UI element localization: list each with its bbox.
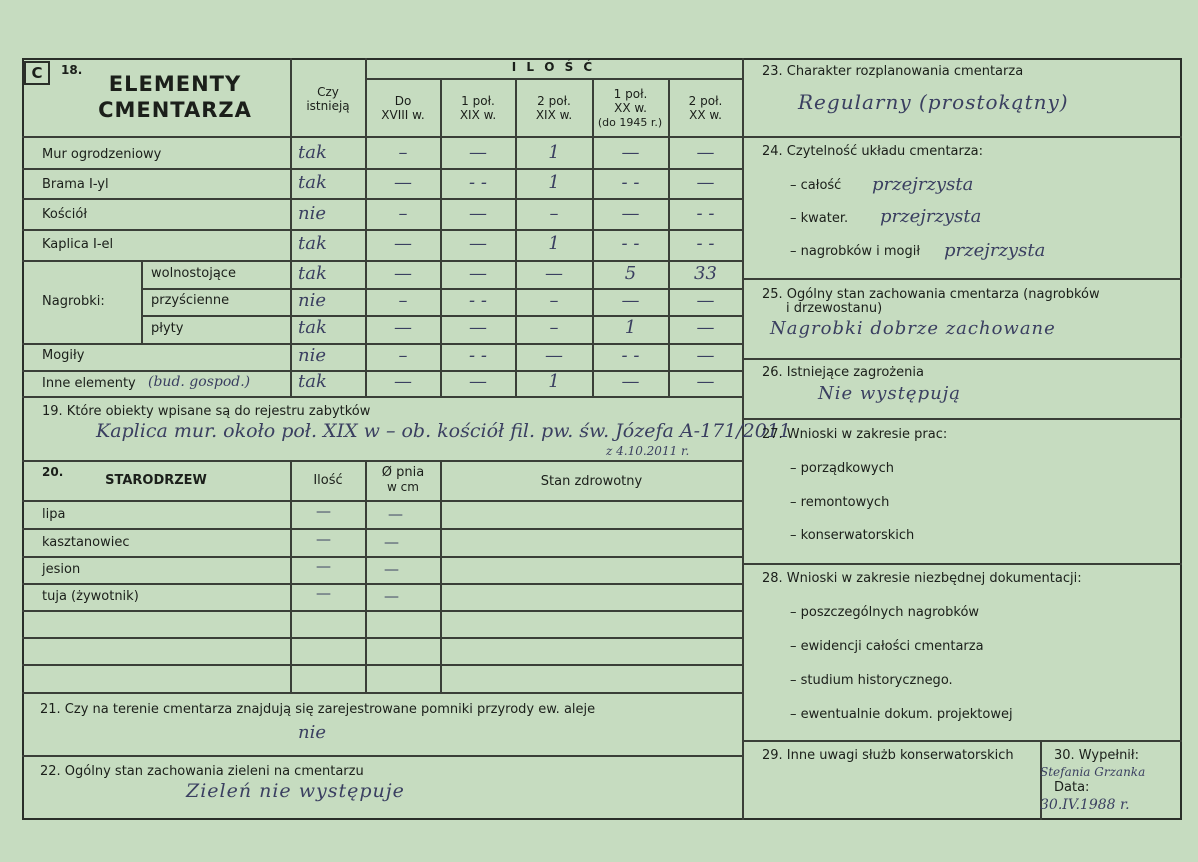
period-value: — (696, 317, 715, 338)
czy-answer: tak (298, 142, 327, 163)
period-value: – (398, 290, 408, 311)
row-label: płyty (151, 321, 184, 336)
s20-ilosc: Ilość (313, 473, 343, 488)
s28-item: – poszczególnych nagrobków (790, 605, 980, 620)
s23-answer: Regularny (prostokątny) (798, 90, 1069, 114)
row-label: Inne elementy (42, 376, 136, 391)
czy-istnieja-1: Czy (317, 85, 339, 99)
s22-answer: Zieleń nie występuje (186, 780, 405, 802)
s30-date: 30.IV.1988 r. (1040, 797, 1130, 813)
tree-ilosc: — (316, 584, 331, 602)
row-label: Mogiły (42, 348, 85, 363)
period-label: 1 poł. (613, 87, 648, 101)
s23-label: 23. Charakter rozplanowania cmentarza (762, 64, 1024, 79)
period-value: — (469, 142, 487, 163)
s19-answer: Kaplica mur. około poł. XIX w – ob. kościół fil. pw. św. Józefa A-171/2011 (96, 420, 792, 442)
period-value: — (545, 345, 563, 366)
czy-answer: tak (298, 263, 327, 284)
period-value: – (549, 290, 559, 311)
period-value: — (469, 233, 487, 254)
period-label: 2 poł. (688, 94, 723, 108)
row-label: Kościół (42, 207, 88, 222)
tree-label: jesion (42, 562, 81, 577)
s30-name: Stefania Grzanka (1040, 765, 1146, 779)
period-value: — (621, 371, 640, 392)
s25-label-1: 25. Ogólny stan zachowania cmentarza (nagrobków (762, 287, 1100, 302)
period-value: — (394, 317, 412, 338)
nagrobki-label: Nagrobki: (42, 294, 105, 309)
period-value: — (696, 290, 715, 311)
s20-number: 20. (42, 465, 64, 479)
tree-label: kasztanowiec (42, 535, 130, 550)
s25-label-2: i drzewostanu) (786, 301, 883, 316)
row-line (22, 396, 742, 398)
period-value: 1 (548, 233, 560, 254)
s28-item: – studium historycznego. (790, 673, 953, 688)
s27-item: – porządkowych (790, 461, 894, 476)
row-line (742, 740, 1182, 742)
s24-item-answer: przejrzysta (944, 240, 1046, 261)
tree-pnia: — (384, 533, 399, 551)
tree-pnia: — (384, 560, 399, 578)
period-value: - - (469, 345, 487, 366)
czy-answer: tak (298, 371, 327, 392)
period-value: — (394, 263, 412, 284)
ilosc-header: I L O Ś Ć (511, 60, 596, 74)
s28-label: 28. Wnioski w zakresie niezbędnej dokumentacji: (762, 571, 1082, 586)
row-line (22, 692, 742, 694)
row-label: Mur ogrodzeniowy (42, 147, 162, 162)
tree-pnia: — (384, 587, 399, 605)
period-value: - - (469, 172, 487, 193)
period-value: 1 (548, 371, 560, 392)
czy-answer: tak (298, 317, 327, 338)
row-line (22, 229, 742, 231)
period-value: — (696, 371, 715, 392)
czy-answer: tak (298, 233, 327, 254)
tree-label: tuja (żywotnik) (42, 589, 139, 604)
period-value: 33 (694, 263, 717, 284)
s20-title: STARODRZEW (105, 473, 207, 488)
s24-item-label: – nagrobków i mogił (790, 244, 921, 259)
period-label: (do 1945 r.) (597, 116, 663, 129)
period-value: — (621, 290, 640, 311)
period-value: – (398, 142, 408, 163)
row-line (22, 556, 742, 558)
section-c-box: C (24, 61, 50, 85)
row-label: przyścienne (151, 293, 230, 308)
period-value: — (394, 172, 412, 193)
row-line (22, 168, 742, 170)
czy-answer: nie (298, 290, 327, 311)
s20-pnia-1: Ø pnia (381, 465, 425, 480)
row-label: Kaplica I-el (42, 237, 114, 252)
tree-ilosc: — (316, 557, 331, 575)
row-line (742, 563, 1182, 565)
s26-answer: Nie występują (818, 383, 962, 404)
row-line (22, 583, 742, 585)
nagrobki-divider (141, 260, 143, 343)
period-label: XX w. (614, 101, 647, 115)
s21-label: 21. Czy na terenie cmentarza znajdują się zarejestrowane pomniki przyrody ew. aleje (40, 702, 596, 717)
s27-item: – konserwatorskich (790, 528, 915, 543)
s24-label: 24. Czytelność układu cmentarza: (762, 144, 984, 159)
period-value: — (469, 317, 487, 338)
s18-number: 18. (61, 63, 83, 77)
period-value: - - (621, 233, 640, 254)
row-line (742, 358, 1182, 360)
s30-label: 30. Wypełnił: (1054, 748, 1139, 763)
s18-header-bottom (22, 136, 742, 138)
czy-answer: tak (298, 172, 327, 193)
period-value: — (469, 371, 487, 392)
row-line (742, 278, 1182, 280)
row-line (22, 198, 742, 200)
s24-item-answer: przejrzysta (880, 206, 982, 227)
tree-label: lipa (42, 507, 66, 522)
row-line (742, 136, 1182, 138)
row-line (742, 418, 1182, 420)
period-value: — (469, 203, 487, 224)
period-value: – (398, 203, 408, 224)
col-line (365, 460, 367, 692)
s29-label: 29. Inne uwagi służb konserwatorskich (762, 748, 1014, 763)
s20-pnia-2: w cm (387, 480, 419, 494)
tree-pnia: — (388, 505, 403, 523)
row-line (22, 755, 742, 757)
period-value: — (394, 371, 412, 392)
s24-item-label: – całość (790, 178, 842, 193)
period-value: - - (696, 203, 715, 224)
s21-answer: nie (298, 722, 327, 743)
period-label: 1 poł. (461, 94, 495, 108)
s26-label: 26. Istniejące zagrożenia (762, 365, 924, 380)
tree-ilosc: — (316, 502, 331, 520)
period-value: — (621, 142, 640, 163)
period-label: XIX w. (459, 108, 497, 122)
row-line (22, 637, 742, 639)
s22-label: 22. Ogólny stan zachowania zieleni na cmentarzu (40, 764, 364, 779)
ilosc-line (365, 78, 742, 80)
row-line (22, 528, 742, 530)
period-label: XVIII w. (381, 108, 425, 122)
period-value: – (549, 203, 559, 224)
period-label: 2 poł. (537, 94, 571, 108)
s19-answer-date: z 4.10.2011 r. (606, 444, 690, 458)
s18-title-line2: CMENTARZA (98, 98, 252, 122)
period-value: — (621, 203, 640, 224)
period-value: — (545, 263, 563, 284)
czy-answer: nie (298, 345, 327, 366)
period-value: 5 (624, 263, 637, 284)
period-value: – (549, 317, 559, 338)
period-value: 1 (548, 172, 560, 193)
row-label: wolnostojące (151, 266, 236, 281)
period-value: - - (696, 233, 715, 254)
tree-ilosc: — (316, 530, 331, 548)
s28-item: – ewidencji całości cmentarza (790, 639, 984, 654)
period-value: — (696, 172, 715, 193)
period-value: 1 (624, 317, 637, 338)
row-label: Brama I-yl (42, 177, 109, 192)
row-line (22, 664, 742, 666)
s25-answer: Nagrobki dobrze zachowane (770, 318, 1056, 339)
period-value: — (394, 233, 412, 254)
czy-answer: nie (298, 203, 327, 224)
row-line (22, 260, 742, 262)
inne-elementy-note: (bud. gospod.) (148, 374, 251, 390)
s24-item-label: – kwater. (790, 211, 849, 226)
s30-data-label: Data: (1054, 780, 1090, 795)
czy-istnieja-2: istnieją (306, 99, 350, 113)
s27-label: 27. Wnioski w zakresie prac: (762, 427, 948, 442)
col-line (440, 460, 442, 692)
period-value: - - (621, 172, 640, 193)
period-label: XIX w. (535, 108, 573, 122)
period-value: — (696, 142, 715, 163)
s18-title-line1: ELEMENTY (108, 72, 242, 96)
period-label: XX w. (689, 108, 722, 122)
s27-item: – remontowych (790, 495, 890, 510)
period-label: Do (394, 94, 412, 108)
row-line (22, 610, 742, 612)
period-value: 1 (548, 142, 560, 163)
s24-item-answer: przejrzysta (872, 174, 974, 195)
s28-item: – ewentualnie dokum. projektowej (790, 707, 1013, 722)
col-line (290, 460, 292, 692)
period-value: — (469, 263, 487, 284)
s20-stan: Stan zdrowotny (540, 474, 643, 489)
row-line (22, 500, 742, 502)
s19-label: 19. Które obiekty wpisane są do rejestru zabytków (42, 404, 371, 419)
period-value: — (696, 345, 715, 366)
period-value: - - (469, 290, 487, 311)
period-value: – (398, 345, 408, 366)
row-line (22, 460, 742, 462)
period-value: - - (621, 345, 640, 366)
